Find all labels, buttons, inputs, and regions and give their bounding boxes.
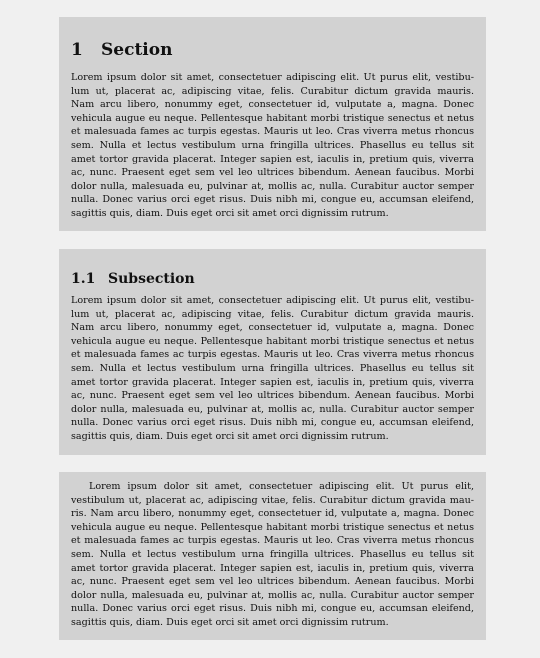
text-line: et malesuada fames ac turpis egestas. Mauris ut leo. Cras viverra metus rhoncus (71, 126, 474, 138)
text-line: sagittis quis, diam. Duis eget orci sit amet orci dignissim rutrum. (71, 616, 389, 628)
text-line: et malesuada fames ac turpis egestas. Mauris ut leo. Cras viverra metus rhoncus (71, 349, 474, 361)
text-line: sagittis quis, diam. Duis eget orci sit amet orci dignissim rutrum. (71, 430, 389, 442)
paragraph-block (59, 472, 486, 640)
text-line: Nam arcu libero, nonummy eget, consectetuer id, vulputate a, magna. Donec (71, 322, 474, 334)
text-line: sem. Nulla et lectus vestibulum urna fringilla ultrices. Phasellus eu tellus sit (71, 139, 474, 151)
text-line: et malesuada fames ac turpis egestas. Mauris ut leo. Cras viverra metus rhoncus (71, 535, 474, 547)
text-line: vehicula augue eu neque. Pellentesque habitant morbi tristique senectus et netus (71, 335, 474, 347)
text-line: nulla. Donec varius orci eget risus. Duis nibh mi, congue eu, accumsan eleifend, (71, 194, 474, 206)
text-line: Lorem ipsum dolor sit amet, consectetuer adipiscing elit. Ut purus elit, (89, 481, 474, 492)
text-line: Lorem ipsum dolor sit amet, consectetuer adipiscing elit. Ut purus elit, vestibu- (71, 295, 474, 306)
text-line: Lorem ipsum dolor sit amet, consectetuer adipiscing elit. Ut purus elit, vestibu- (71, 72, 474, 83)
text-line: amet tortor gravida placerat. Integer sapien est, iaculis in, pretium quis, viverra (71, 376, 474, 388)
text-line: ac, nunc. Praesent eget sem vel leo ultrices bibendum. Aenean faucibus. Morbi (71, 167, 474, 179)
text-line: dolor nulla, malesuada eu, pulvinar at, mollis ac, nulla. Curabitur auctor semper (71, 180, 474, 192)
text-line: vestibulum ut, placerat ac, adipiscing vitae, felis. Curabitur dictum gravida mau- (71, 494, 474, 506)
text-line: amet tortor gravida placerat. Integer sapien est, iaculis in, pretium quis, viverra (71, 153, 474, 165)
text-line: ac, nunc. Praesent eget sem vel leo ultrices bibendum. Aenean faucibus. Morbi (71, 390, 474, 402)
subsection-paragraph (71, 294, 474, 444)
section-heading (71, 40, 172, 60)
subsection-heading (71, 271, 195, 287)
subsection-title: Subsection (108, 271, 195, 287)
section-title: Section (101, 40, 173, 60)
subsection-block (59, 249, 486, 455)
section-number: 1 (71, 40, 83, 60)
subsection-number: 1.1 (71, 271, 96, 287)
text-line: vehicula augue eu neque. Pellentesque habitant morbi tristique senectus et netus (71, 521, 474, 533)
text-line: lum ut, placerat ac, adipiscing vitae, felis. Curabitur dictum gravida mauris. (71, 85, 474, 97)
text-line: lum ut, placerat ac, adipiscing vitae, felis. Curabitur dictum gravida mauris. (71, 308, 474, 320)
text-line: nulla. Donec varius orci eget risus. Duis nibh mi, congue eu, accumsan eleifend, (71, 417, 474, 429)
text-line: ris. Nam arcu libero, nonummy eget, consectetuer id, vulputate a, magna. Donec (71, 508, 474, 520)
text-line: dolor nulla, malesuada eu, pulvinar at, mollis ac, nulla. Curabitur auctor semper (71, 589, 474, 601)
section-paragraph (71, 71, 474, 221)
text-line: sagittis quis, diam. Duis eget orci sit amet orci dignissim rutrum. (71, 207, 389, 219)
text-line: ac, nunc. Praesent eget sem vel leo ultrices bibendum. Aenean faucibus. Morbi (71, 576, 474, 588)
text-line: sem. Nulla et lectus vestibulum urna fringilla ultrices. Phasellus eu tellus sit (71, 362, 474, 374)
text-line: vehicula augue eu neque. Pellentesque habitant morbi tristique senectus et netus (71, 112, 474, 124)
text-line: nulla. Donec varius orci eget risus. Duis nibh mi, congue eu, accumsan eleifend, (71, 603, 474, 615)
indented-paragraph (71, 480, 474, 630)
text-line: Nam arcu libero, nonummy eget, consectetuer id, vulputate a, magna. Donec (71, 99, 474, 111)
text-line: amet tortor gravida placerat. Integer sapien est, iaculis in, pretium quis, viverra (71, 562, 474, 574)
text-line: dolor nulla, malesuada eu, pulvinar at, mollis ac, nulla. Curabitur auctor semper (71, 403, 474, 415)
section-block (59, 17, 486, 231)
text-line: sem. Nulla et lectus vestibulum urna fringilla ultrices. Phasellus eu tellus sit (71, 548, 474, 560)
